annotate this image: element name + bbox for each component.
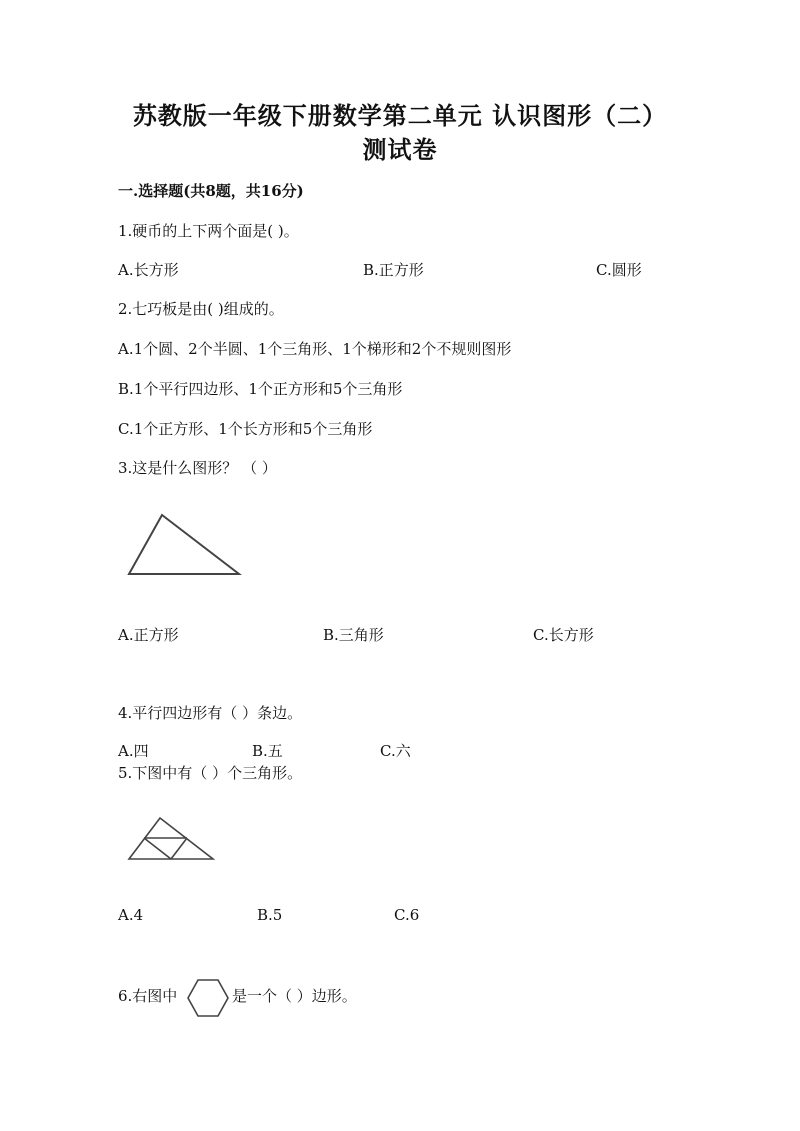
page-title-line-2: 测试卷 [362,135,438,164]
triangle-icon [125,512,245,578]
question-5-option-b: B.5 [257,906,283,924]
section-heading: 一.选择题(共8题，共16分) [118,182,304,200]
question-3-option-c: C.长方形 [533,626,594,644]
question-2-stem: 2.七巧板是由( )组成的。 [118,300,284,318]
question-3-option-b: B.三角形 [323,626,384,644]
question-1-option-b: B.正方形 [363,261,424,279]
question-2-option-c: C.1个正方形、1个长方形和5个三角形 [118,420,373,438]
hexagon-icon [187,977,229,1019]
question-5-option-a: A.4 [118,906,144,924]
question-1-option-c: C.圆形 [596,261,642,279]
question-5-option-c: C.6 [394,906,420,924]
question-4-option-c: C.六 [380,742,411,760]
question-5-stem: 5.下图中有（ ）个三角形。 [118,764,303,782]
question-4-option-b: B.五 [252,742,283,760]
question-1-stem: 1.硬币的上下两个面是( )。 [118,222,299,240]
question-1-option-a: A.长方形 [118,261,179,279]
question-6-stem-before: 6.右图中 [118,987,178,1005]
question-2-option-a: A.1个圆、2个半圆、1个三角形、1个梯形和2个不规则图形 [118,340,512,358]
question-3-option-a: A.正方形 [118,626,179,644]
question-4-stem: 4.平行四边形有（ ）条边。 [118,704,303,722]
question-4-option-a: A.四 [118,742,149,760]
question-3-stem: 3.这是什么图形？ （ ） [118,459,277,477]
triangle-subdivided-icon [127,816,217,862]
question-2-option-b: B.1个平行四边形、1个正方形和5个三角形 [118,380,403,398]
page-title-line-1: 苏教版一年级下册数学第二单元 认识图形（二） [132,101,668,130]
question-6-stem-after: 是一个（ ）边形。 [232,987,357,1005]
